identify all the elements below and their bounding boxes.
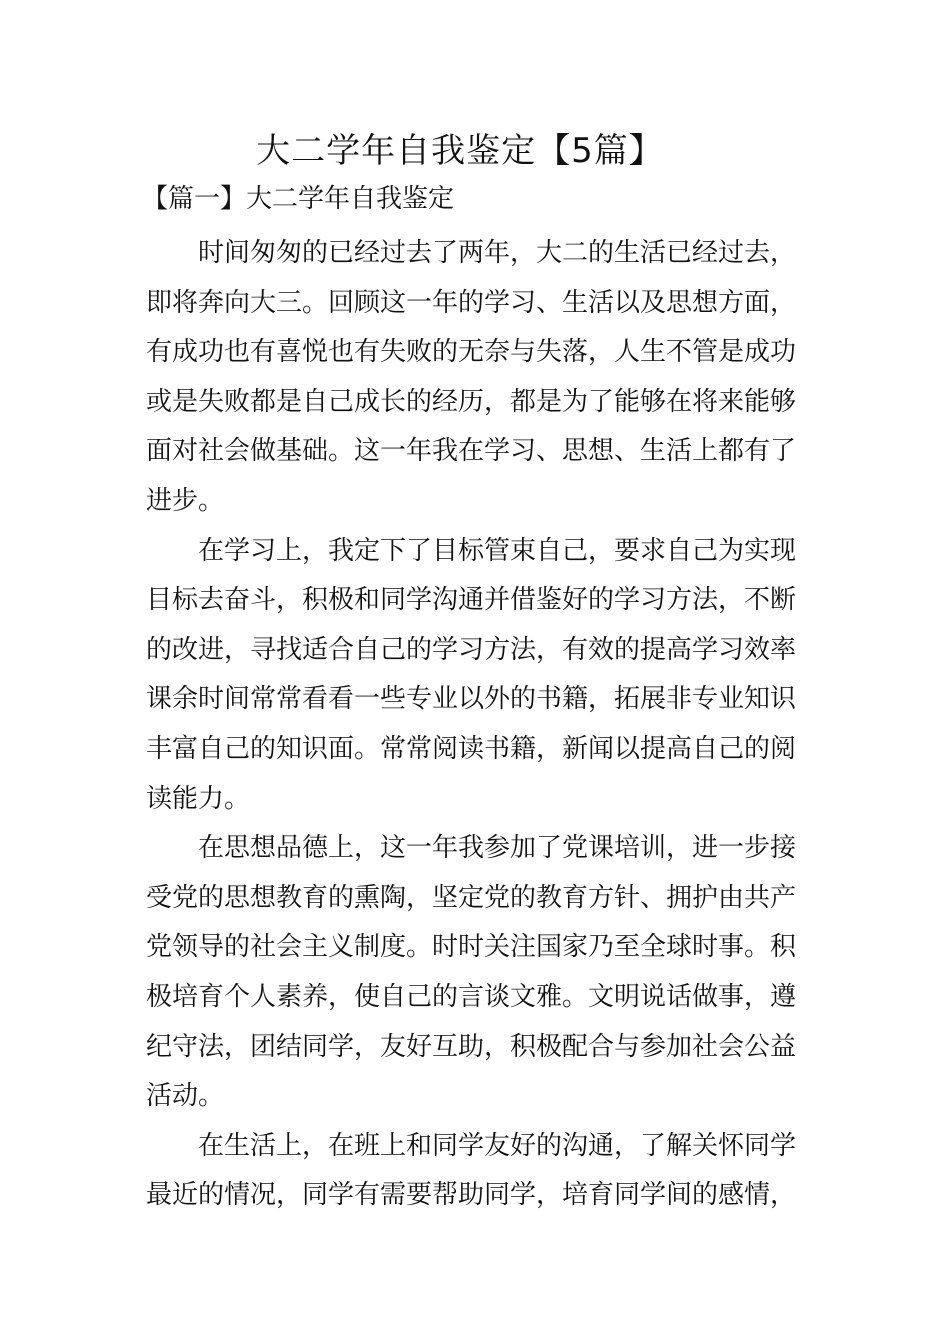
text-line: 面对社会做基础。这一年我在学习、思想、生活上都有了 bbox=[146, 436, 797, 467]
text-line: 的改进，寻找适合自己的学习方法，有效的提高学习效率 bbox=[146, 634, 797, 665]
text-line: 时间匆匆的已经过去了两年，大二的生活已经过去， bbox=[198, 238, 797, 268]
document-title: 大二学年自我鉴定【5篇】 bbox=[256, 131, 664, 171]
text-line: 有成功也有喜悦也有失败的无奈与失落，人生不管是成功 bbox=[146, 337, 797, 368]
text-line: 在生活上，在班上和同学友好的沟通，了解关怀同学 bbox=[198, 1130, 797, 1161]
text-line: 纪守法，团结同学，友好互助，积极配合与参加社会公益 bbox=[146, 1031, 797, 1062]
paragraph bbox=[146, 527, 810, 825]
text-line: 读能力。 bbox=[146, 783, 251, 814]
text-line: 极培育个人素养，使自己的言谈文雅。文明说话做事，遵 bbox=[146, 981, 797, 1012]
text-line: 活动。 bbox=[146, 1081, 225, 1112]
text-line: 在学习上，我定下了目标管束自己，要求自己为实现 bbox=[198, 535, 797, 566]
document-body bbox=[146, 229, 810, 1221]
text-line: 党领导的社会主义制度。时时关注国家乃至全球时事。积 bbox=[146, 932, 797, 963]
paragraph bbox=[146, 1122, 810, 1221]
text-line: 在思想品德上，这一年我参加了党课培训，进一步接 bbox=[198, 833, 797, 864]
text-line: 或是失败都是自己成长的经历，都是为了能够在将来能够 bbox=[146, 386, 797, 417]
text-line: 即将奔向大三。回顾这一年的学习、生活以及思想方面， bbox=[146, 287, 797, 318]
text-line: 进步。 bbox=[146, 485, 225, 516]
text-line: 受党的思想教育的熏陶，坚定党的教育方针、拥护由共产 bbox=[146, 882, 797, 913]
paragraph bbox=[146, 229, 810, 527]
text-line: 丰富自己的知识面。常常阅读书籍，新闻以提高自己的阅 bbox=[146, 733, 797, 764]
paragraph bbox=[146, 824, 810, 1122]
text-line: 目标去奋斗，积极和同学沟通并借鉴好的学习方法，不断 bbox=[146, 585, 797, 616]
text-line: 最近的情况，同学有需要帮助同学，培育同学间的感情， bbox=[146, 1180, 797, 1211]
text-line: 课余时间常常看看一些专业以外的书籍，拓展非专业知识 bbox=[146, 684, 797, 715]
section-heading: 【篇一】大二学年自我鉴定 bbox=[142, 184, 455, 214]
